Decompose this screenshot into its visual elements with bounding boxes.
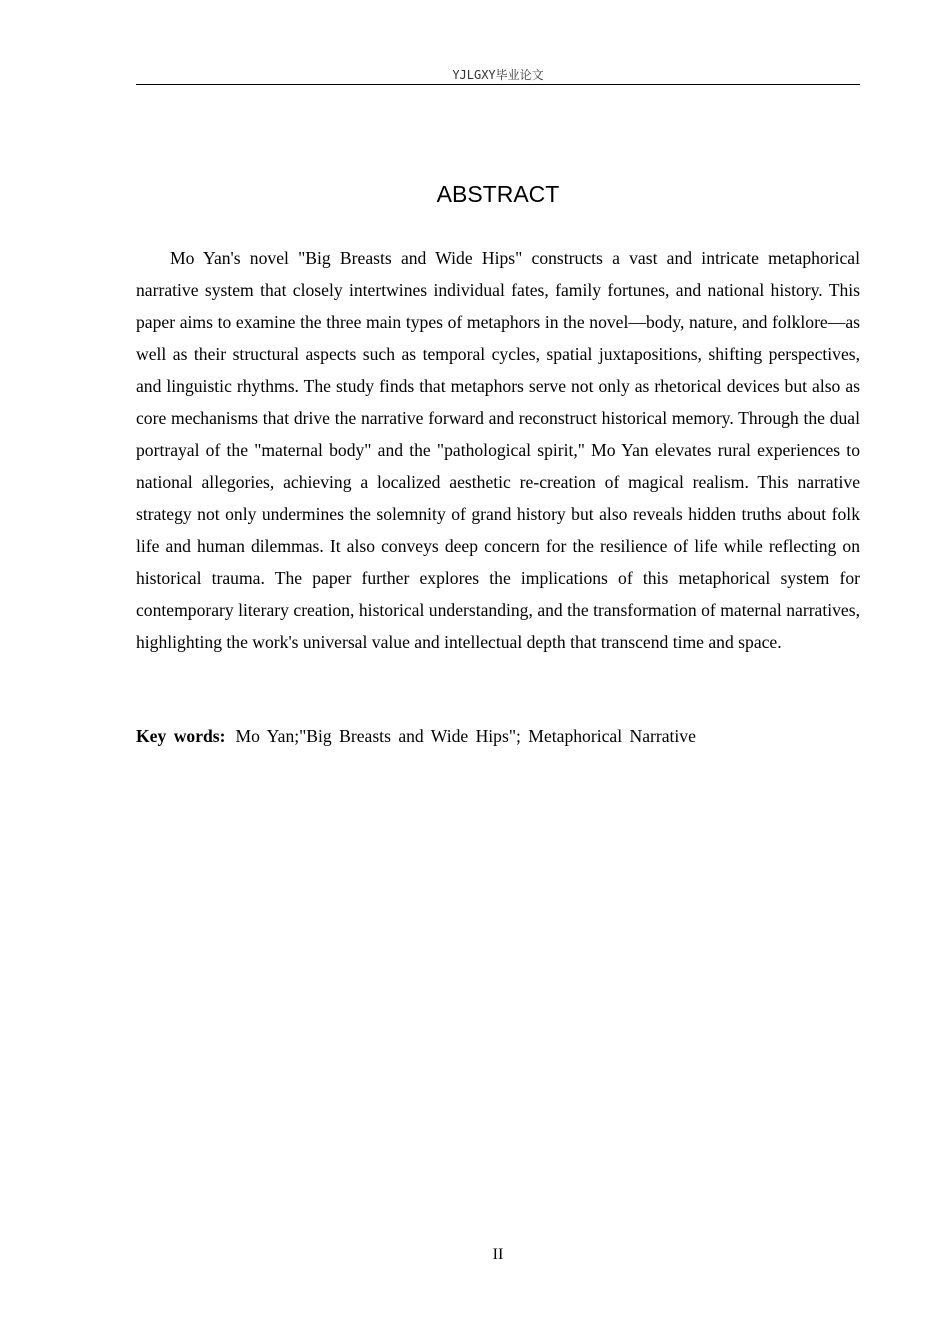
page-header: YJLGXY毕业论文	[452, 68, 544, 82]
page-number: II	[492, 1246, 504, 1263]
keywords-value: Mo Yan;"Big Breasts and Wide Hips"; Metaphorical Narrative	[235, 726, 696, 746]
keywords-label: Key words:	[136, 726, 226, 746]
abstract-title: ABSTRACT	[436, 181, 560, 207]
header-divider	[136, 84, 860, 85]
keywords-line	[136, 720, 860, 752]
abstract-body: Mo Yan's novel "Big Breasts and Wide Hips" constructs a vast and intricate metaphorical narrative system that closely intertwines individual fates, family fortunes, and national history. This paper aims to examine the three main types of metaphors in the novel—body, nature, and folklore—as well as their structural aspects such as temporal cycles, spatial juxtapositions, shifting perspectives, and linguistic rhythms. The study finds that metaphors serve not only as rhetorical devices but also as core mechanisms that drive the narrative forward and reconstruct historical memory. Through the dual portrayal of the "maternal body" and the "pathological spirit," Mo Yan elevates rural experiences to national allegories, achieving a localized aesthetic re-creation of magical realism. This narrative strategy not only undermines the solemnity of grand history but also reveals hidden truths about folk life and human dilemmas. It also conveys deep concern for the resilience of life while reflecting on historical trauma. The paper further explores the implications of this metaphorical system for contemporary literary creation, historical understanding, and the transformation of maternal narratives, highlighting the work's universal value and intellectual depth that transcend time and space.	[136, 248, 860, 652]
